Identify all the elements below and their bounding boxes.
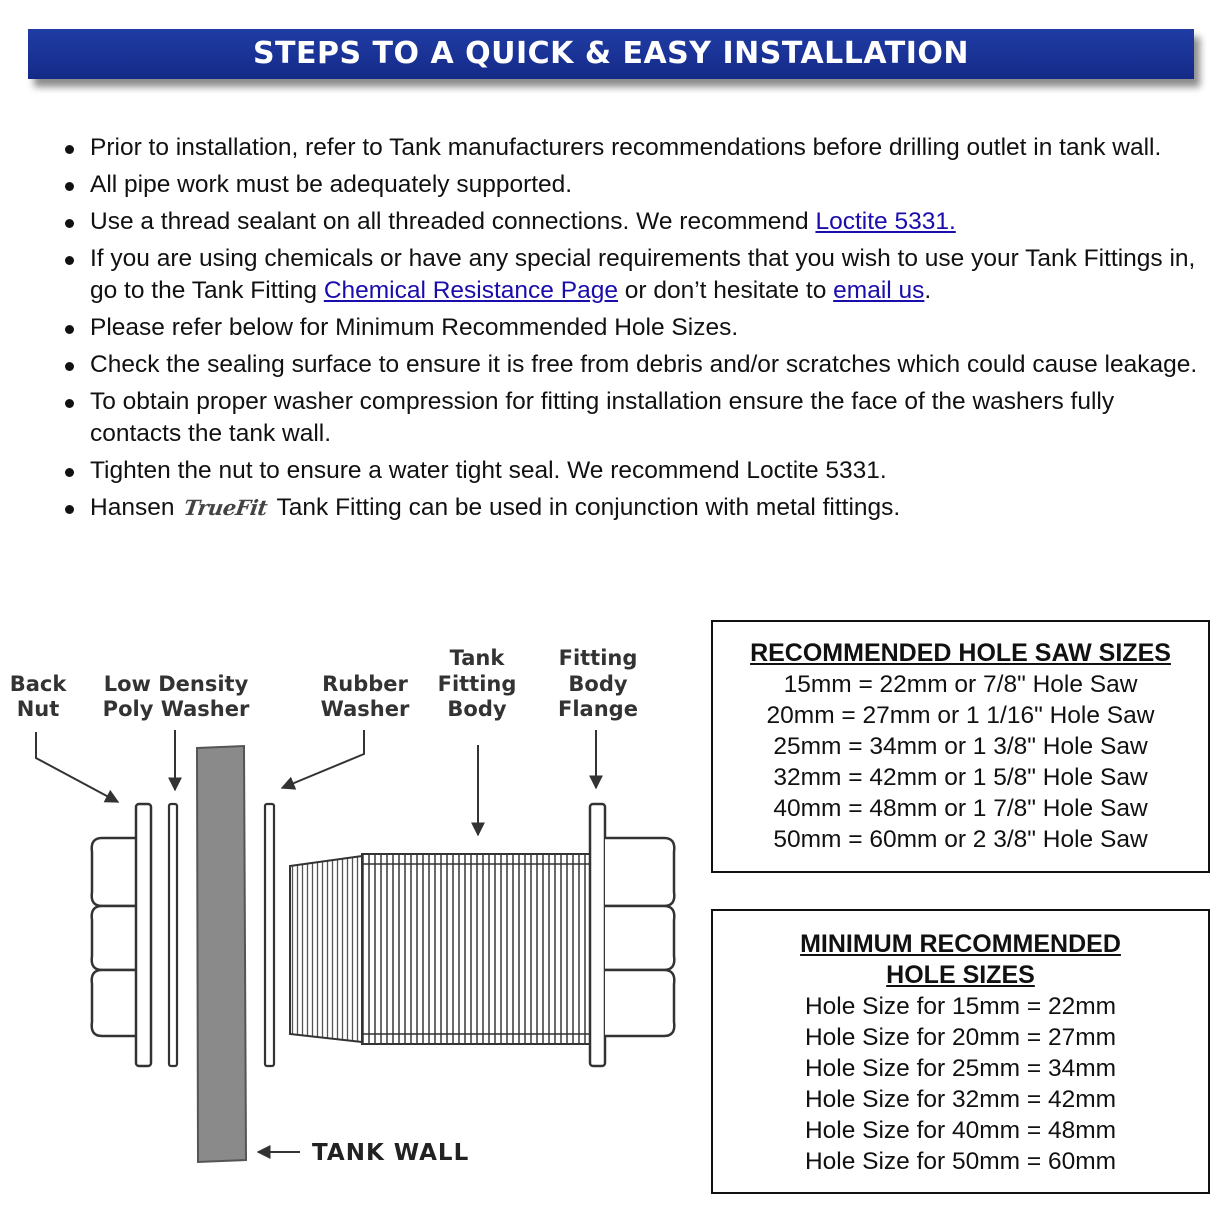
truefit-logo: TrueFit bbox=[182, 495, 269, 520]
list-item: Hansen TrueFit Tank Fitting can be used in conjunction with metal fittings. bbox=[62, 492, 1202, 524]
svg-text:Low Density: Low Density bbox=[103, 672, 249, 696]
svg-text:Poly Washer: Poly Washer bbox=[102, 697, 250, 721]
bullet-icon bbox=[65, 468, 74, 477]
label-tank-wall bbox=[258, 1140, 469, 1166]
svg-text:Nut: Nut bbox=[16, 697, 60, 721]
list-item: If you are using chemicals or have any special requirements that you wish to use your Tank Fittings in, go to the Tank Fitting Chemical Resistance Page or don’t hesitate to email us. bbox=[62, 243, 1202, 307]
leader-arrows bbox=[36, 730, 596, 835]
hole-saw-row: 40mm = 48mm or 1 7/8" Hole Saw bbox=[773, 795, 1148, 822]
list-item: Check the sealing surface to ensure it is free from debris and/or scratches which could cause leakage. bbox=[62, 349, 1202, 381]
label-back-nut bbox=[10, 672, 68, 721]
min-hole-row: Hole Size for 50mm = 60mm bbox=[804, 1148, 1117, 1175]
hole-saw-sizes-box bbox=[711, 620, 1210, 873]
banner-title: STEPS TO A QUICK & EASY INSTALLATION bbox=[252, 36, 970, 71]
tank-wall-shape bbox=[197, 746, 246, 1162]
list-item: Use a thread sealant on all threaded connections. We recommend Loctite 5331. bbox=[62, 206, 1202, 238]
min-hole-row: Hole Size for 25mm = 34mm bbox=[804, 1055, 1117, 1082]
min-hole-row: Hole Size for 40mm = 48mm bbox=[804, 1117, 1117, 1144]
back-nut-shape bbox=[92, 804, 151, 1066]
rubber-washer-shape bbox=[265, 804, 274, 1066]
section-banner bbox=[28, 29, 1194, 79]
svg-text:Rubber: Rubber bbox=[322, 672, 408, 696]
bullet-icon bbox=[65, 399, 74, 408]
poly-washer-shape bbox=[169, 804, 177, 1066]
bullet-icon bbox=[65, 362, 74, 371]
hole-saw-row: 32mm = 42mm or 1 5/8" Hole Saw bbox=[773, 764, 1148, 791]
svg-text:TANK WALL: TANK WALL bbox=[312, 1140, 470, 1166]
list-item: Please refer below for Minimum Recommended Hole Sizes. bbox=[62, 312, 1202, 344]
list-item: All pipe work must be adequately supported. bbox=[62, 169, 1202, 201]
installation-steps-list bbox=[62, 132, 1202, 529]
svg-text:Body: Body bbox=[568, 672, 628, 696]
bullet-icon bbox=[65, 182, 74, 191]
label-tank-fitting-body bbox=[438, 646, 517, 721]
min-hole-row: Hole Size for 32mm = 42mm bbox=[804, 1086, 1117, 1113]
svg-text:Fitting: Fitting bbox=[437, 672, 517, 696]
list-item: Prior to installation, refer to Tank manufacturers recommendations before drilling outlet in tank wall. bbox=[62, 132, 1202, 164]
hole-saw-row: 20mm = 27mm or 1 1/16" Hole Saw bbox=[766, 702, 1155, 729]
svg-text:Fitting: Fitting bbox=[558, 646, 638, 670]
list-item: To obtain proper washer compression for fitting installation ensure the face of the washers fully contacts the tank wall. bbox=[62, 386, 1202, 450]
bullet-icon bbox=[65, 219, 74, 228]
loctite-link[interactable]: Loctite 5331. bbox=[815, 208, 956, 235]
hole-saw-title: RECOMMENDED HOLE SAW SIZES bbox=[750, 639, 1171, 667]
fitting-body-threads bbox=[290, 854, 590, 1044]
min-hole-title: MINIMUM RECOMMENDED HOLE SIZES bbox=[800, 930, 1121, 989]
hole-saw-row: 25mm = 34mm or 1 3/8" Hole Saw bbox=[773, 733, 1148, 760]
email-us-link[interactable]: email us bbox=[833, 277, 925, 304]
hole-saw-row: 15mm = 22mm or 7/8" Hole Saw bbox=[783, 671, 1138, 698]
chemical-resistance-link[interactable]: Chemical Resistance Page bbox=[323, 277, 618, 304]
min-hole-sizes-box bbox=[711, 909, 1210, 1194]
label-low-density-poly-washer bbox=[103, 672, 250, 721]
bullet-icon bbox=[65, 145, 74, 154]
label-fitting-body-flange bbox=[558, 646, 638, 721]
bullet-icon bbox=[65, 505, 74, 514]
svg-text:Flange: Flange bbox=[558, 697, 638, 721]
bullet-icon bbox=[65, 325, 74, 334]
list-item: Tighten the nut to ensure a water tight seal. We recommend Loctite 5331. bbox=[62, 455, 1202, 487]
min-hole-row: Hole Size for 20mm = 27mm bbox=[804, 1024, 1117, 1051]
fitting-flange-shape bbox=[590, 804, 674, 1066]
svg-text:Tank: Tank bbox=[449, 646, 505, 670]
bullet-icon bbox=[65, 256, 74, 265]
min-hole-row: Hole Size for 15mm = 22mm bbox=[804, 993, 1117, 1020]
svg-text:Body: Body bbox=[447, 697, 507, 721]
svg-text:Washer: Washer bbox=[320, 697, 410, 721]
hole-saw-row: 50mm = 60mm or 2 3/8" Hole Saw bbox=[773, 826, 1148, 853]
tank-fitting-diagram bbox=[0, 630, 700, 1190]
svg-text:Back: Back bbox=[9, 672, 67, 696]
label-rubber-washer bbox=[321, 672, 410, 721]
